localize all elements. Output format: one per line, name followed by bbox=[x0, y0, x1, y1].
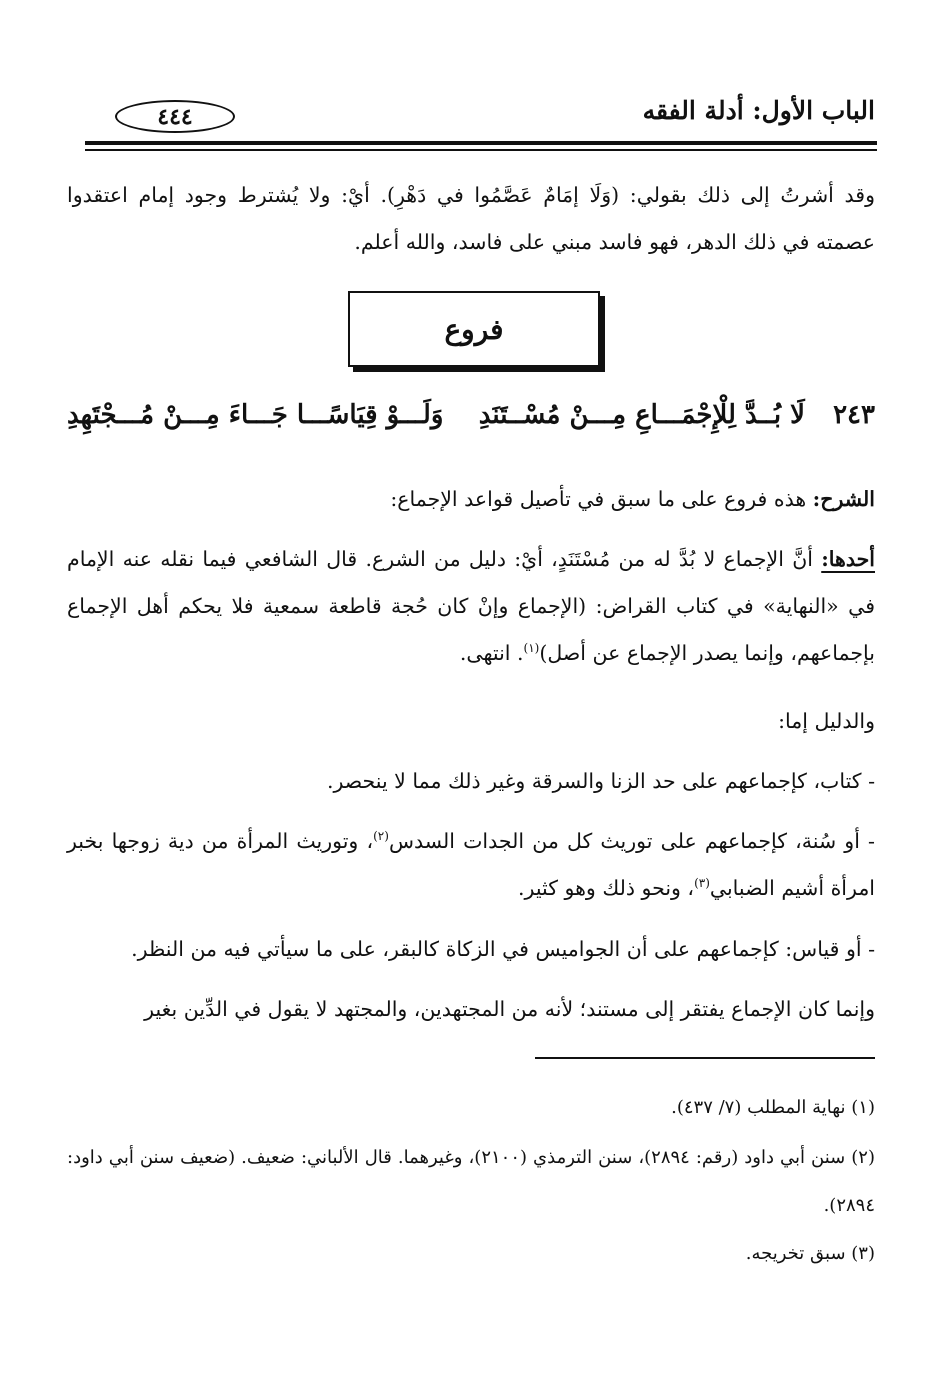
evidence-item-qiyas: - أو قياس: كإجماعهم على أن الجواميس في الزكاة كالبقر، على ما سيأتي فيه من النظر. bbox=[131, 937, 875, 961]
footnote-2: (٢) سنن أبي داود (رقم: ٢٨٩٤)، سنن الترمذي (٢١٠٠)، وغيرهما. قال الألباني: ضعيف. (ضعيف سنن أبي داود: ٢٨٩٤). bbox=[67, 1147, 875, 1216]
footnote-1: (١) نهاية المطلب (٧/ ٤٣٧). bbox=[671, 1097, 875, 1118]
first-branch-text: أنَّ الإجماع لا بُدَّ له من مُسْتَنَدٍ، أيْ: دليل من الشرع. قال الشافعي فيما نقله عنه الإمام في «النهاية» في كتاب القراض: (الإجماع وإنْ كان حُجة قاطعة سمعية فلا يحكم أهل الإجماع بإجماعهم، وإنما يصدر الإجماع عن أصل) bbox=[67, 547, 875, 665]
first-branch-paragraph bbox=[67, 536, 875, 677]
footnote-ref-1[interactable]: (١) bbox=[523, 641, 540, 656]
section-title-box bbox=[348, 291, 600, 367]
evidence-item-sunna bbox=[67, 818, 875, 912]
sunna-text-a: - أو سُنة، كإجماعهم على توريث كل من الجدات السدس bbox=[388, 829, 875, 853]
footnote-separator bbox=[535, 1057, 875, 1059]
verse-number: ٢٤٣ bbox=[833, 400, 875, 430]
first-branch-end: . انتهى. bbox=[459, 641, 524, 665]
sunna-text-c: ، ونحو ذلك وهو كثير. bbox=[518, 876, 695, 900]
first-branch-label: أحدها: bbox=[821, 547, 875, 571]
verse-second-hemistich: وَلَـــوْ قِيَاسًـــا جَـــاءَ مِـــنْ مُـــجْتَهِدِ bbox=[67, 400, 444, 430]
evidence-intro: والدليل إما: bbox=[778, 709, 875, 733]
closing-paragraph: وإنما كان الإجماع يفتقر إلى مستند؛ لأنه من المجتهدين، والمجتهد لا يقول في الدِّين بغير bbox=[144, 997, 875, 1021]
header-rule-thick bbox=[85, 141, 877, 145]
sharh-label: الشرح: bbox=[812, 487, 875, 511]
page-number: ٤٤٤ bbox=[157, 103, 193, 130]
footnote-ref-3[interactable]: (٣) bbox=[694, 876, 710, 891]
footnote-3: (٣) سبق تخريجه. bbox=[745, 1243, 875, 1264]
section-title: فروع bbox=[444, 312, 504, 346]
verse-first-hemistich: لَا بُــدَّ لِلْإِجْمَـــاعِ مِـــنْ مُسْــتَنَدِ bbox=[478, 400, 805, 430]
sharh-text: هذه فروع على ما سبق في تأصيل قواعد الإجماع: bbox=[390, 487, 813, 511]
page-number-badge bbox=[115, 100, 235, 133]
sharh-paragraph bbox=[67, 476, 875, 523]
running-header-title: الباب الأول: أدلة الفقه bbox=[642, 96, 875, 125]
footnote-ref-2[interactable]: (٢) bbox=[373, 829, 389, 844]
sunna-text-b: ، وتوريث المرأة من دية زوجها بخبر امرأة أشيم الضبابي bbox=[67, 829, 875, 900]
evidence-item-kitab: - كتاب، كإجماعهم على حد الزنا والسرقة وغير ذلك مما لا ينحصر. bbox=[326, 769, 875, 793]
opening-paragraph: وقد أشرتُ إلى ذلك بقولي: (وَلَا إمَامٌ عَصَّمُوا في دَهْرِ). أيْ: ولا يُشترط وجود إمام اعتقدوا عصمته في ذلك الدهر، فهو فاسد مبني على فاسد، والله أعلم. bbox=[67, 183, 875, 254]
header-rule-thin bbox=[85, 149, 877, 151]
verse-line bbox=[67, 400, 875, 450]
